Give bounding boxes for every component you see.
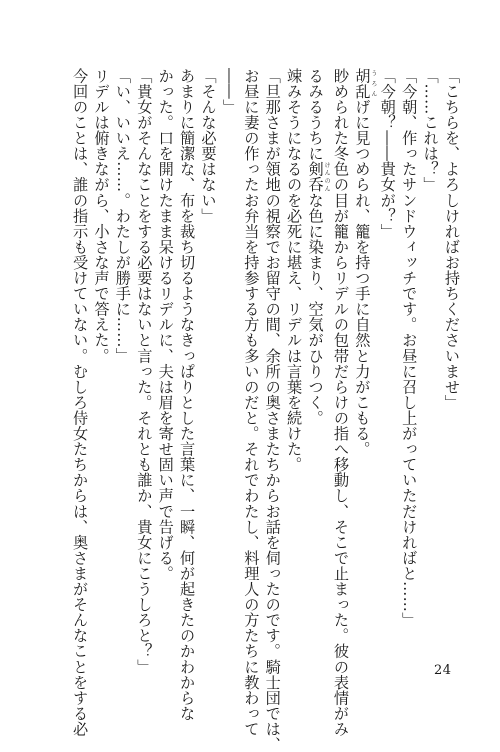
text-line: 眇められた冬色の目が籠からリデルの包帯だらけの指へ移動し、そこで止まった。彼の表情がみ — [331, 68, 350, 737]
text-line: かった。口を開けたまま呆けるリデルに、夫は眉を寄せ固い声で告げる。 — [156, 68, 175, 582]
text-line: 「……これは？」 — [421, 68, 440, 193]
text-line: 「そんな必要はない」 — [199, 68, 218, 224]
text-line: 今回のことは、誰の指示も受けていない。むしろ侍女たちからは、奥さまがそんなことをする必 — [71, 68, 90, 737]
text-line: 「今朝、作ったサンドウィッチです。お昼に召し上がっていただければと……」 — [400, 68, 419, 628]
text-line-with-ruby — [304, 68, 329, 628]
text-segment: るみるうちに — [306, 68, 325, 162]
text-segment: な色に染まり、空気がひりつく。 — [306, 192, 325, 426]
ruby-reading: うろん — [369, 68, 377, 100]
ruby-annotation — [353, 68, 377, 100]
text-line: 「い、いいえ……。わたしが勝手に……」 — [113, 68, 132, 364]
text-line: リデルは俯きながら、小さな声で答えた。 — [92, 68, 111, 364]
ruby-reading: けんのん — [323, 161, 331, 193]
ruby-annotation — [306, 161, 331, 193]
text-line: お昼に妻の作ったお弁当を持参する方も多いのだと。それでわたし、料理人の方たちに教わって — [242, 68, 261, 737]
text-line: 竦みそうになるのを必死に堪え、リデルは言葉を続けた。 — [285, 68, 304, 473]
ruby-base: 剣呑 — [306, 161, 325, 193]
text-segment: げに見つめられ、籠を持つ手に自然と力がこもる。 — [353, 99, 372, 457]
text-line: 「こちらを、よろしければお持ちくださいませ」 — [443, 68, 461, 411]
text-line: あまりに簡潔な、布を裁ち切るようなきっぱりとした言葉に、一瞬、何が起きたのかわからな — [178, 68, 197, 722]
text-line: ――」 — [220, 68, 239, 115]
ruby-base: 胡乱 — [353, 68, 372, 100]
text-line: 「旦那さまが領地の視察でお留守の間、余所の奥さまたちからお話を伺ったのです。騎士団では、 — [263, 68, 282, 752]
page-number: 24 — [434, 663, 452, 678]
text-line: 「貴女がそんなことをする必要はないと言った。それとも誰か、貴女にこうしろと？」 — [135, 68, 154, 675]
text-line-with-ruby — [351, 68, 376, 628]
text-line: 「今朝？――貴女が？」 — [378, 68, 397, 240]
